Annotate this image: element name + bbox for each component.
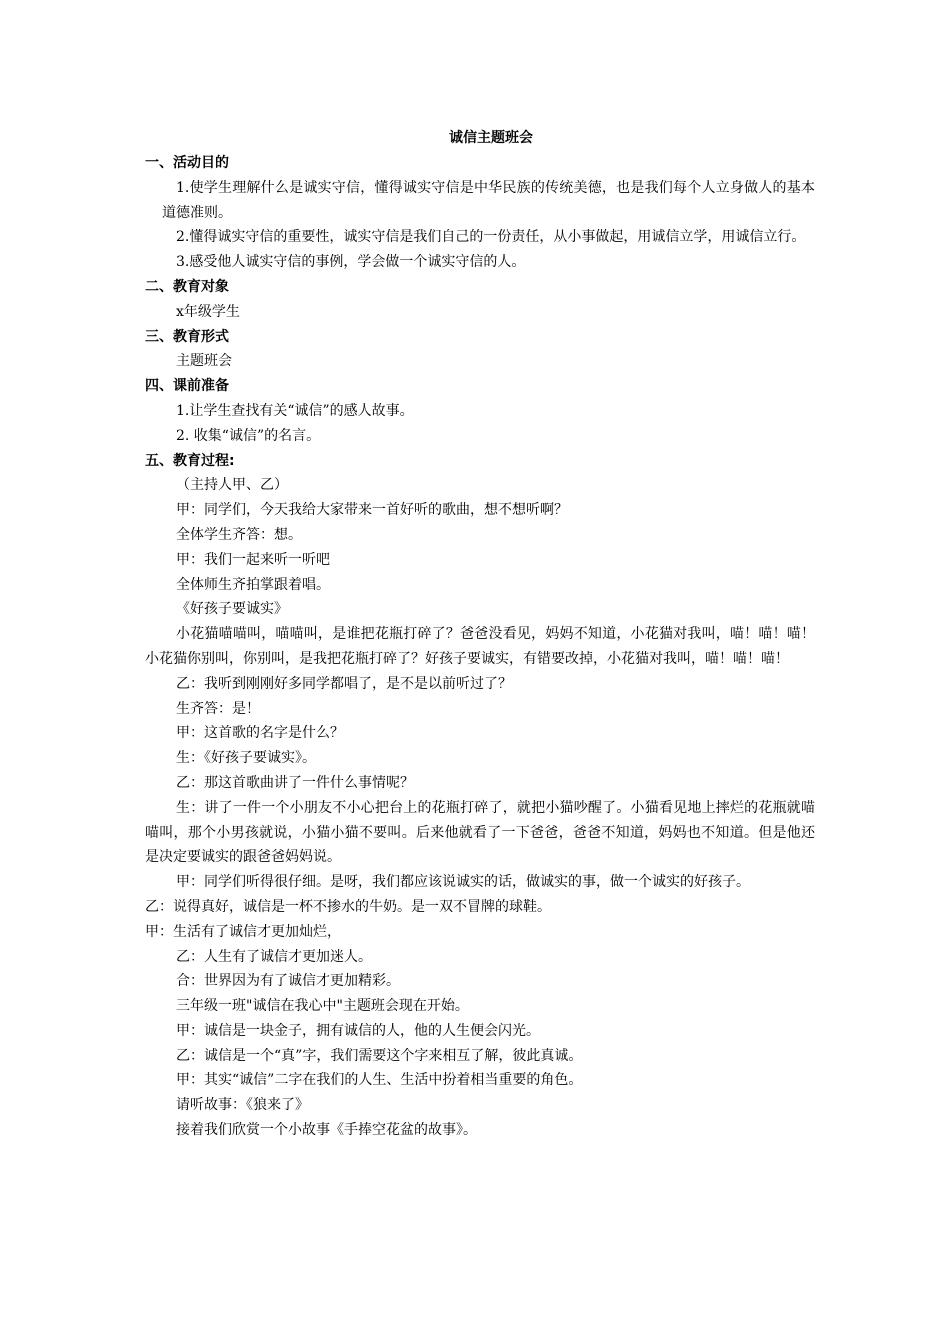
process-line: 生：讲了一件一个小朋友不小心把台上的花瓶打碎了，就把小猫吵醒了。小猫看见地上摔烂的花瓶就喵喵叫，那个小男孩就说，小猫小猫不要叫。后来他就看了一下爸爸，爸爸不知道，妈妈也不知道。但是他还是决定要诚实的跟爸爸妈妈说。 — [145, 799, 815, 866]
process-line: 合：世界因为有了诚信才更加精彩。 — [176, 973, 400, 990]
process-line: 接着我们欣赏一个小故事《手捧空花盆的故事》。 — [176, 1122, 477, 1139]
process-line: 甲：这首歌的名字是什么？ — [176, 725, 344, 742]
process-line: 乙：人生有了诚信才更加迷人。 — [176, 948, 372, 965]
process-line: 乙：我听到刚刚好多同学都唱了，是不是以前听过了？ — [176, 675, 512, 692]
section-heading-preparation: 四、课前准备 — [145, 378, 229, 395]
document-title: 诚信主题班会 — [449, 130, 533, 146]
process-line: 乙：诚信是一个“真”字，我们需要这个字来相互了解，彼此真诚。 — [176, 1047, 583, 1064]
preparation-item-2: 2. 收集“诚信”的名言。 — [176, 427, 321, 444]
process-line: 生：《好孩子要诚实》。 — [176, 750, 316, 767]
process-line: 甲：同学们，今天我给大家带来一首好听的歌曲，想不想听啊？ — [176, 502, 568, 519]
section-heading-format: 三、教育形式 — [145, 328, 229, 345]
format-text: 主题班会 — [176, 353, 232, 370]
process-line: 甲：同学们听得很仔细。是呀，我们都应该说诚实的话，做诚实的事，做一个诚实的好孩子。 — [176, 874, 750, 891]
audience-text: x年级学生 — [176, 303, 240, 320]
document-page — [145, 126, 815, 1143]
process-line: 全体学生齐答：想。 — [176, 526, 302, 543]
purpose-item-1: 1.使学生理解什么是诚实守信，懂得诚实守信是中华民族的传统美德，也是我们每个人立身做人的基本道德准则。 — [162, 179, 815, 221]
process-line: 甲：诚信是一块金子，拥有诚信的人，他的人生便会闪光。 — [176, 1022, 540, 1039]
process-line: 甲：生活有了诚信才更加灿烂， — [145, 923, 341, 940]
process-line: 《好孩子要诚实》 — [176, 601, 288, 618]
process-line: 乙：说得真好，诚信是一杯不掺水的牛奶。是一双不冒牌的球鞋。 — [145, 898, 551, 915]
process-line: 乙：那这首歌曲讲了一件什么事情呢？ — [176, 774, 414, 791]
process-line: 请听故事：《狼来了》 — [176, 1097, 309, 1114]
purpose-item-2: 2.懂得诚实守信的重要性，诚实守信是我们自己的一份责任，从小事做起，用诚信立学，用诚信立行。 — [176, 229, 806, 246]
preparation-item-1: 1.让学生查找有关“诚信”的感人故事。 — [176, 402, 414, 419]
section-heading-purpose: 一、活动目的 — [145, 155, 229, 171]
section-heading-audience: 二、教育对象 — [145, 278, 229, 295]
process-line: 小花猫喵喵叫，喵喵叫，是谁把花瓶打碎了？爸爸没看见，妈妈不知道，小花猫对我叫，喵！喵！喵！小花猫你别叫，你别叫，是我把花瓶打碎了？好孩子要诚实，有错要改掉，小花猫对我叫，喵！喵！喵！ — [145, 626, 815, 667]
process-line: 三年级一班"诚信在我心中"主题班会现在开始。 — [176, 998, 469, 1015]
process-line: 甲：其实“诚信”二字在我们的人生、生活中扮着相当重要的角色。 — [176, 1072, 583, 1089]
purpose-item-3: 3.感受他人诚实守信的事例，学会做一个诚实守信的人。 — [176, 254, 526, 271]
process-line: 全体师生齐拍掌跟着唱。 — [176, 576, 330, 593]
process-line: 生齐答：是！ — [176, 700, 260, 717]
process-line: 甲：我们一起来听一听吧 — [176, 551, 330, 568]
section-heading-process: 五、教育过程: — [145, 452, 235, 469]
process-line: （主持人甲、乙） — [176, 477, 288, 494]
